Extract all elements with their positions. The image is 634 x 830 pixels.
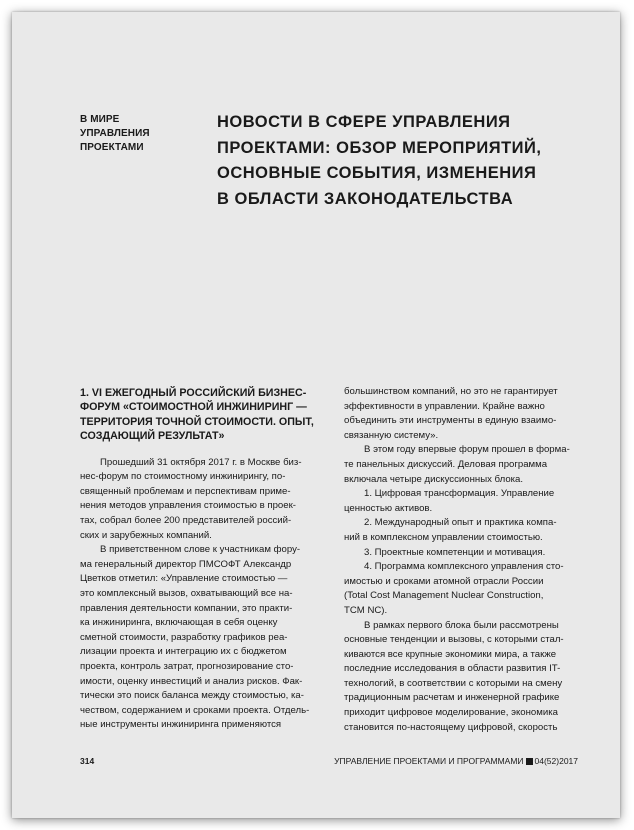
- square-bullet-icon: [526, 758, 533, 765]
- page-sheet: [12, 12, 620, 818]
- page-number: 314: [80, 756, 95, 766]
- subsection-heading: 1. VI ЕЖЕГОДНЫЙ РОССИЙСКИЙ БИЗНЕС- ФОРУМ «СТОИМОСТНОЙ ИНЖИНИРИНГ — ТЕРРИТОРИЯ ТОЧНОЙ СТОИМОСТИ. ОПЫТ, СОЗДАЮЩИЙ РЕЗУЛЬТАТ»: [80, 387, 314, 443]
- issue-number: 04(52)2017: [534, 756, 578, 766]
- right-column: [344, 385, 592, 735]
- paragraph: В рамках первого блока были рассмотрены основные тенденции и вызовы, с которыми стал- киваются все крупные экономики мира, а также последние исследования в области развития IT- технологий, в соответствии с которыми на смену традиционным расчетам и инженерной графике приходит цифровое моделирование, экономика становится по-настоящему цифровой, скорость: [344, 619, 564, 733]
- paragraph: В этом году впервые форум прошел в форма- те панельных дискуссий. Деловая программа включала четыре дискуссионных блока.: [344, 444, 570, 485]
- list-item: 1. Цифровая трансформация. Управление ценностью активов.: [344, 488, 555, 514]
- left-column: [80, 386, 328, 733]
- paragraph: Прошедший 31 октября 2017 г. в Москве биз- нес-форум по стоимостному инжинирингу, по- священный проблемам и перспективам приме- нения методов управления стоимостью в проек- тах, собрал более 200 представителей россий- ских и зарубежных компаний.: [80, 456, 302, 541]
- article-title: НОВОСТИ В СФЕРЕ УПРАВЛЕНИЯ ПРОЕКТАМИ: ОБЗОР МЕРОПРИЯТИЙ, ОСНОВНЫЕ СОБЫТИЯ, ИЗМЕНЕНИЯ В ОБЛАСТИ ЗАКОНОДАТЕЛЬСТВА: [217, 113, 542, 208]
- list-item: 2. Международный опыт и практика компа- ний в комплексном управлении стоимостью.: [344, 517, 557, 543]
- section-label: В МИРЕ УПРАВЛЕНИЯ ПРОЕКТАМИ: [80, 114, 150, 153]
- journal-name: УПРАВЛЕНИЕ ПРОЕКТАМИ И ПРОГРАММАМИ: [334, 756, 524, 766]
- list-item: 3. Проектные компетенции и мотивация.: [364, 546, 546, 558]
- paragraph: большинством компаний, но это не гарантирует эффективности в управлении. Крайне важно объединить эти инструменты в единую взаимо- связанную систему».: [344, 386, 558, 441]
- paragraph: В приветственном слове к участникам фору- ма генеральный директор ПМСОФТ Александр Цветков отметил: «Управление стоимостью — это комплексный вызов, охватывающий все на- правления деятельности компании, это практи- ка инжиниринга, включающая в себя оценку сметной стоимости, разработку графиков реа- лизации проекта и интеграцию их с бюджетом проекта, контроль затрат, прогнозирование сто- имости, оценку инвестиций и анализ рисков. Фак- тически это поиск баланса между стоимостью, ка- чеством, содержанием и сроками проекта. Отдель- ные инструменты инжиниринга применяются: [80, 544, 310, 731]
- list-item: 4. Программа комплексного управления сто- имостью и сроками атомной отрасли России (Total Cost Management Nuclear Construction, TCM NC).: [344, 561, 564, 616]
- journal-footer: [334, 756, 578, 766]
